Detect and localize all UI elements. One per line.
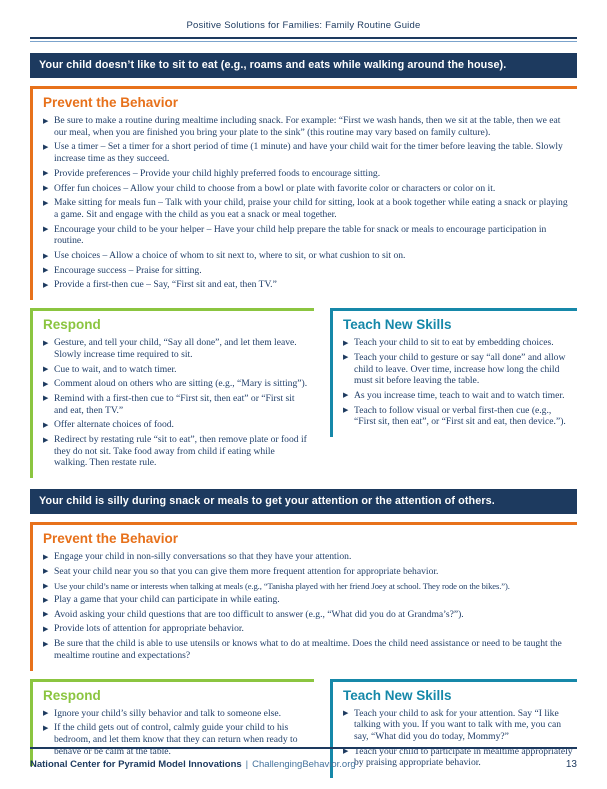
list-item-text: Make sitting for meals fun – Talk with your child, praise your child for sitting, look at a book together while eating a snack or playing a game. Sit and engage with the child as you eat a snack or meal together. [54,197,568,220]
list-item-text: Ignore your child’s silly behavior and talk to someone else. [54,707,281,719]
list-item-text: Redirect by restating rule “sit to eat”, then remove plate or food if they do not sit. Take food away from child if eating while walking. Then restate rule. [54,434,307,469]
list-item [43,393,314,416]
list-item-text: Provide lots of attention for appropriate behavior. [54,623,244,635]
respond-section-1 [30,308,314,478]
list-item [43,364,314,376]
list-item [43,609,577,621]
bullet-arrow-icon: ▶ [43,639,49,648]
list-item [43,566,577,578]
list-item-text: Provide preferences – Provide your child highly preferred foods to encourage sitting. [54,167,381,179]
bullet-arrow-icon: ▶ [43,280,49,289]
footer-left [30,759,356,770]
list-item-text: Gesture, and tell your child, “Say all done”, and let them leave. Slowly increase time required to sit. [54,337,297,360]
list-item-text: Encourage success – Praise for sitting. [54,264,202,276]
bullet-arrow-icon: ▶ [43,184,49,193]
bullet-arrow-icon: ▶ [43,198,49,207]
list-item [343,337,577,349]
list-item-text: As you increase time, teach to wait and to watch timer. [354,389,565,401]
bullet-arrow-icon: ▶ [343,391,349,400]
list-item [43,265,577,277]
bullet-arrow-icon: ▶ [43,624,49,633]
section-title-teach-1: Teach New Skills [343,317,452,333]
list-item [43,594,577,606]
list-item [43,434,314,469]
list-item [43,141,577,164]
list-item-text: Remind with a first-then cue to “First sit, then eat” or “First sit and eat, then TV.” [54,392,295,416]
list-item-text: Use your child’s name or interests when talking at meals (e.g., “Tanisha played with her friend Joey at school. They rode on the bikes.”). [54,580,510,591]
section-title-prevent-1: Prevent the Behavior [43,95,179,110]
list-item-text: Teach your child to participate in mealtime appropriately by praising appropriate behavior. [354,745,573,769]
list-item [43,708,314,720]
list-item-text: Comment aloud on others who are sitting (e.g., “Mary is sitting”). [54,378,308,390]
bullet-arrow-icon: ▶ [43,365,49,374]
list-item [43,115,577,138]
doc-title: Positive Solutions for Families: Family Routine Guide [186,20,421,31]
list-item-text: Teach your child to ask for your attention. Say “I like talking with you. If you want to talk with me, you can say, “What did you do today, Mommy?” [354,707,562,742]
list-item-text: Offer alternate choices of food. [54,419,174,431]
list-item-text: Teach your child to gesture or say “all done” and allow child to leave. Over time, increase how long the child must sit before leaving the table. [354,351,566,387]
section-title-prevent-2: Prevent the Behavior [43,531,179,547]
bullet-arrow-icon: ▶ [43,567,49,576]
prevent-behavior-section-1 [30,86,577,300]
bullet-arrow-icon: ▶ [43,394,49,403]
bullet-arrow-icon: ▶ [343,353,349,362]
list-item-text: Be sure to make a routine during mealtime including snack. For example: “First we wash hands, then we sit at the table, then we eat our meal, when you are finished you bring your plate to the sink” (this routine may vary based on family culture). [54,115,561,138]
list-item [43,279,577,291]
bullet-arrow-icon: ▶ [43,142,49,151]
bullet-arrow-icon: ▶ [43,595,49,604]
list-item [43,419,314,431]
bullet-arrow-icon: ▶ [43,582,49,591]
list-item-text: If the child gets out of control, calmly guide your child to his bedroom, and let them know that they can return when ready to behave or be calm at the table. [54,722,298,757]
list-item [43,250,577,262]
list-item [43,722,314,757]
list-item [343,405,577,428]
page-number: 13 [565,759,577,770]
page-footer [30,759,577,770]
list-item [43,551,577,563]
behavior-banner-2: Your child is silly during snack or meals to get your attention or the attention of others. [30,489,577,514]
bullet-arrow-icon: ▶ [43,379,49,388]
bullet-arrow-icon: ▶ [43,169,49,178]
list-item [43,168,577,180]
list-item [43,337,314,360]
bullet-arrow-icon: ▶ [43,610,49,619]
list-item-text: Engage your child in non-silly conversations so that they have your attention. [54,551,352,563]
list-item-text: Cue to wait, and to watch timer. [54,363,177,375]
section-title-respond-2: Respond [43,687,101,703]
page-header [30,0,577,31]
list-item [343,390,577,402]
bullet-arrow-icon: ▶ [343,406,349,415]
bullet-arrow-icon: ▶ [43,723,49,732]
list-item [43,581,577,591]
list-item [43,623,577,635]
list-item-text: Provide a first-then cue – Say, “First sit and eat, then TV.” [54,279,277,291]
section-title-respond-1: Respond [43,317,101,333]
bullet-arrow-icon: ▶ [43,116,49,125]
list-item [43,378,314,390]
bullet-arrow-icon: ▶ [43,225,49,234]
bullet-arrow-icon: ▶ [43,338,49,347]
two-column-row-1 [30,300,577,478]
footer-separator: | [245,759,249,770]
list-item-text: Encourage your child to be your helper – Have your child help prepare the table for snack or meals to encourage participation in routine. [54,223,547,247]
respond-section-2 [30,679,314,767]
bullet-arrow-icon: ▶ [43,435,49,444]
behavior-banner-1: Your child doesn’t like to sit to eat (e.g., roams and eats while walking around the house). [30,53,577,78]
list-item-text: Be sure that the child is able to use utensils or knows what to do at mealtime. Does the child need assistance or need to be taught the mealtime routine and expectations? [54,638,562,661]
list-item-text: Use choices – Allow a choice of whom to sit next to, where to sit, or what cushion to sit on. [54,250,406,262]
bullet-arrow-icon: ▶ [343,338,349,347]
bullet-arrow-icon: ▶ [43,552,49,561]
list-item [43,638,577,661]
bullet-arrow-icon: ▶ [343,747,349,756]
section-title-teach-2: Teach New Skills [343,687,452,703]
bullet-arrow-icon: ▶ [343,709,349,718]
bullet-arrow-icon: ▶ [43,420,49,429]
bullet-arrow-icon: ▶ [43,251,49,260]
bullet-arrow-icon: ▶ [43,266,49,275]
list-item [43,183,577,195]
list-item-text: Offer fun choices – Allow your child to choose from a bowl or plate with favorite color or characters or color on it. [54,182,496,194]
list-item [43,224,577,247]
footer-website-link[interactable]: ChallengingBehavior.org [252,759,356,770]
bullet-arrow-icon: ▶ [43,709,49,718]
list-item-text: Teach your child to sit to eat by embedding choices. [354,337,554,349]
list-item-text: Play a game that your child can participate in while eating. [54,594,280,606]
footer-org-name: National Center for Pyramid Model Innovations [30,759,242,770]
list-item [343,708,577,743]
list-item [343,352,577,387]
footer-rule [30,747,577,749]
prevent-behavior-section-2 [30,522,577,670]
teach-new-skills-section-1 [330,308,577,437]
list-item-text: Use a timer – Set a timer for a short period of time (1 minute) and have your child wait for the timer before leaving the table. Slowly increase time as they succeed. [54,141,563,165]
list-item [43,197,577,220]
list-item-text: Avoid asking your child questions that are too difficult to answer (e.g., “What did you do at Grandma’s?”). [54,608,464,620]
list-item-text: Teach to follow visual or verbal first-then cue (e.g., “First sit, then eat”, or “First sit and eat, then device.”). [354,404,566,428]
list-item-text: Seat your child near you so that you can give them more frequent attention for appropriate behavior. [54,565,439,577]
header-rule [30,37,577,42]
